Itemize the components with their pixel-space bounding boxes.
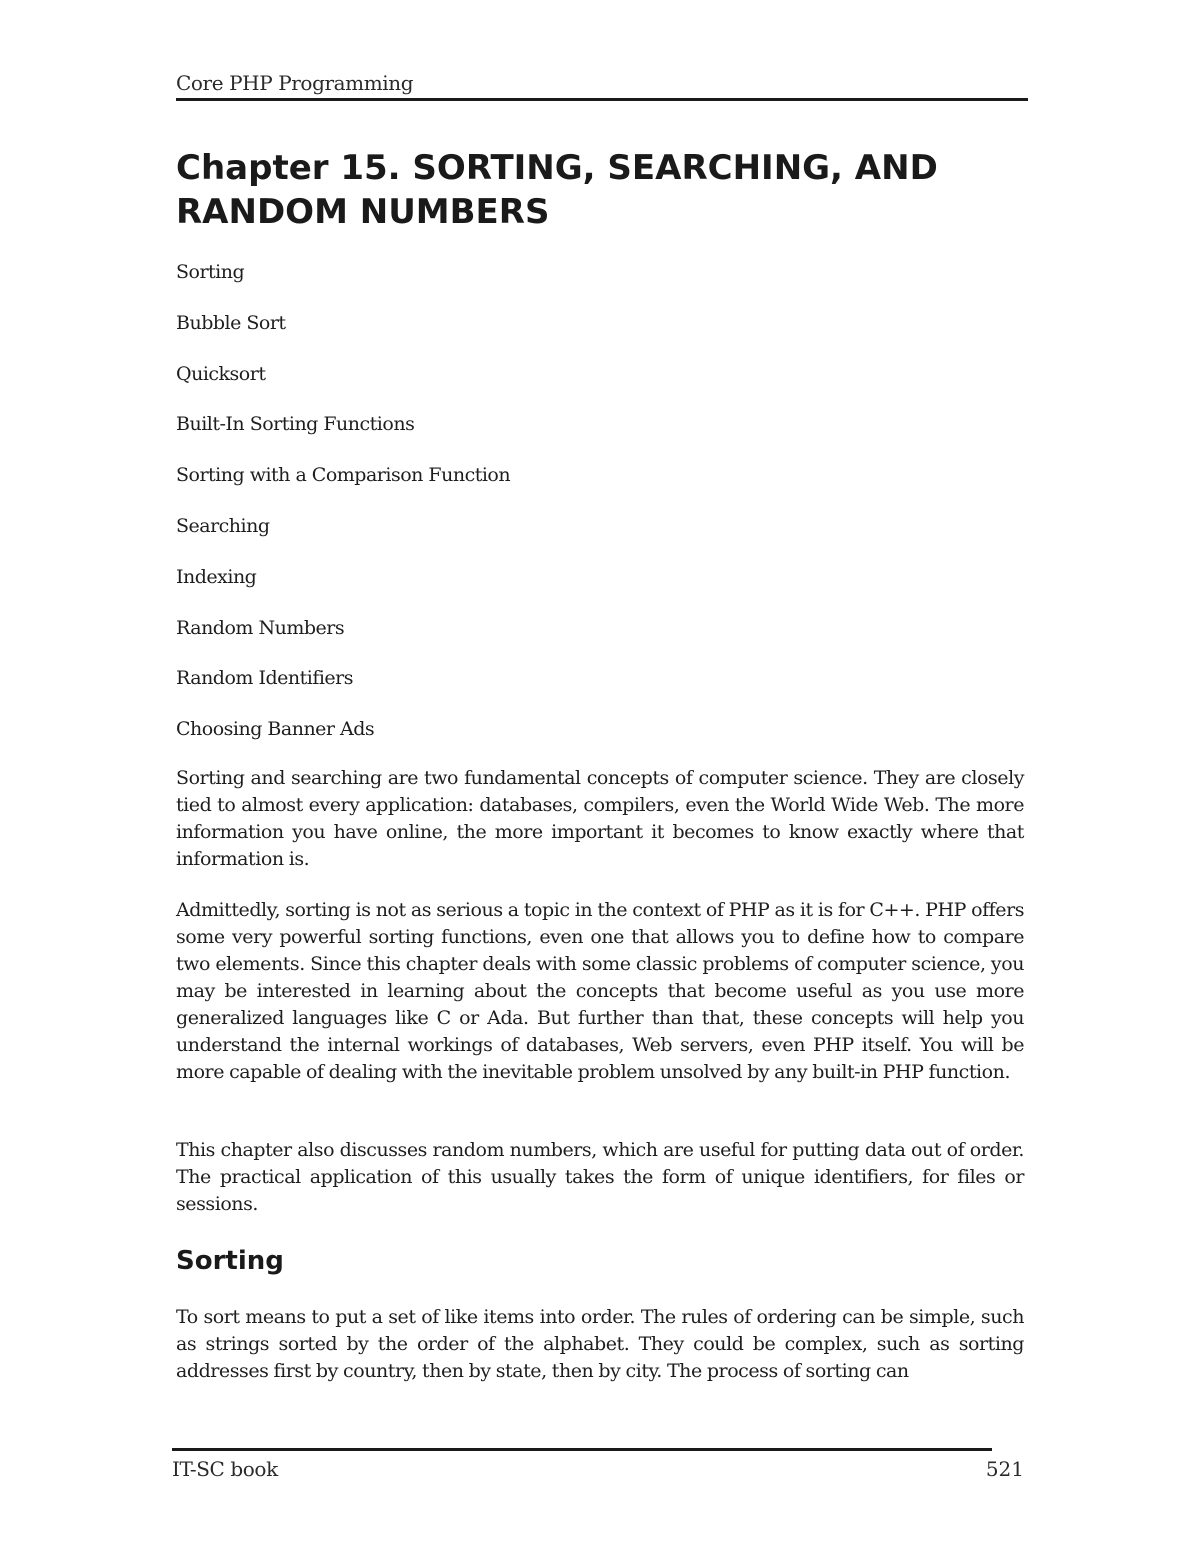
header-rule xyxy=(176,98,1028,101)
footer-source: IT-SC book xyxy=(172,1457,278,1481)
toc-item-random-numbers: Random Numbers xyxy=(176,616,345,639)
toc-item-sorting-with-comparison-function: Sorting with a Comparison Function xyxy=(176,464,511,487)
toc-item-indexing: Indexing xyxy=(176,565,257,588)
section-heading-sorting: Sorting xyxy=(176,1246,284,1276)
toc-item-quicksort: Quicksort xyxy=(176,362,266,385)
random-numbers-paragraph: This chapter also discusses random numbers, which are useful for putting data out of order. The practical application of this usually takes the form of unique identifiers, for files or sessions. xyxy=(176,1139,1024,1215)
page-number: 521 xyxy=(985,1457,1024,1481)
toc-item-searching: Searching xyxy=(176,514,270,537)
toc-item-random-identifiers: Random Identifiers xyxy=(176,667,354,690)
intro-paragraph: Sorting and searching are two fundamental concepts of computer science. They are closely tied to almost every application: databases, compilers, even the World Wide Web. The more information you have online, the more important it becomes to know exactly where that information is. xyxy=(176,767,1024,870)
running-header-title: Core PHP Programming xyxy=(176,71,414,95)
toc-item-sorting: Sorting xyxy=(176,261,245,283)
php-sorting-paragraph: Admittedly, sorting is not as serious a topic in the context of PHP as it is for C++. PHP offers some very powerful sorting functions, even one that allows you to define how to compare two elements. Since this chapter deals with some classic problems of computer science, you may be interested in learning about the concepts that become useful as you use more generalized languages like C or Ada. But further than that, these concepts will help you understand the internal workings of databases, Web servers, even PHP itself. You will be more capable of dealing with the inevitable problem unsolved by any built-in PHP function. xyxy=(176,899,1024,1083)
chapter-contents-list xyxy=(176,258,1028,766)
chapter-title: Chapter 15. SORTING, SEARCHING, AND RANDOM NUMBERS xyxy=(176,148,938,232)
sorting-definition-paragraph: To sort means to put a set of like items into order. The rules of ordering can be simple, such as strings sorted by the order of the alphabet. They could be complex, such as sorting addresses first by country, then by state, then by city. The process of sorting can xyxy=(176,1306,1024,1382)
footer-rule xyxy=(172,1448,992,1451)
toc-item-choosing-banner-ads: Choosing Banner Ads xyxy=(176,718,375,741)
toc-item-built-in-sorting-functions: Built-In Sorting Functions xyxy=(176,413,415,436)
toc-item-bubble-sort: Bubble Sort xyxy=(176,311,286,334)
